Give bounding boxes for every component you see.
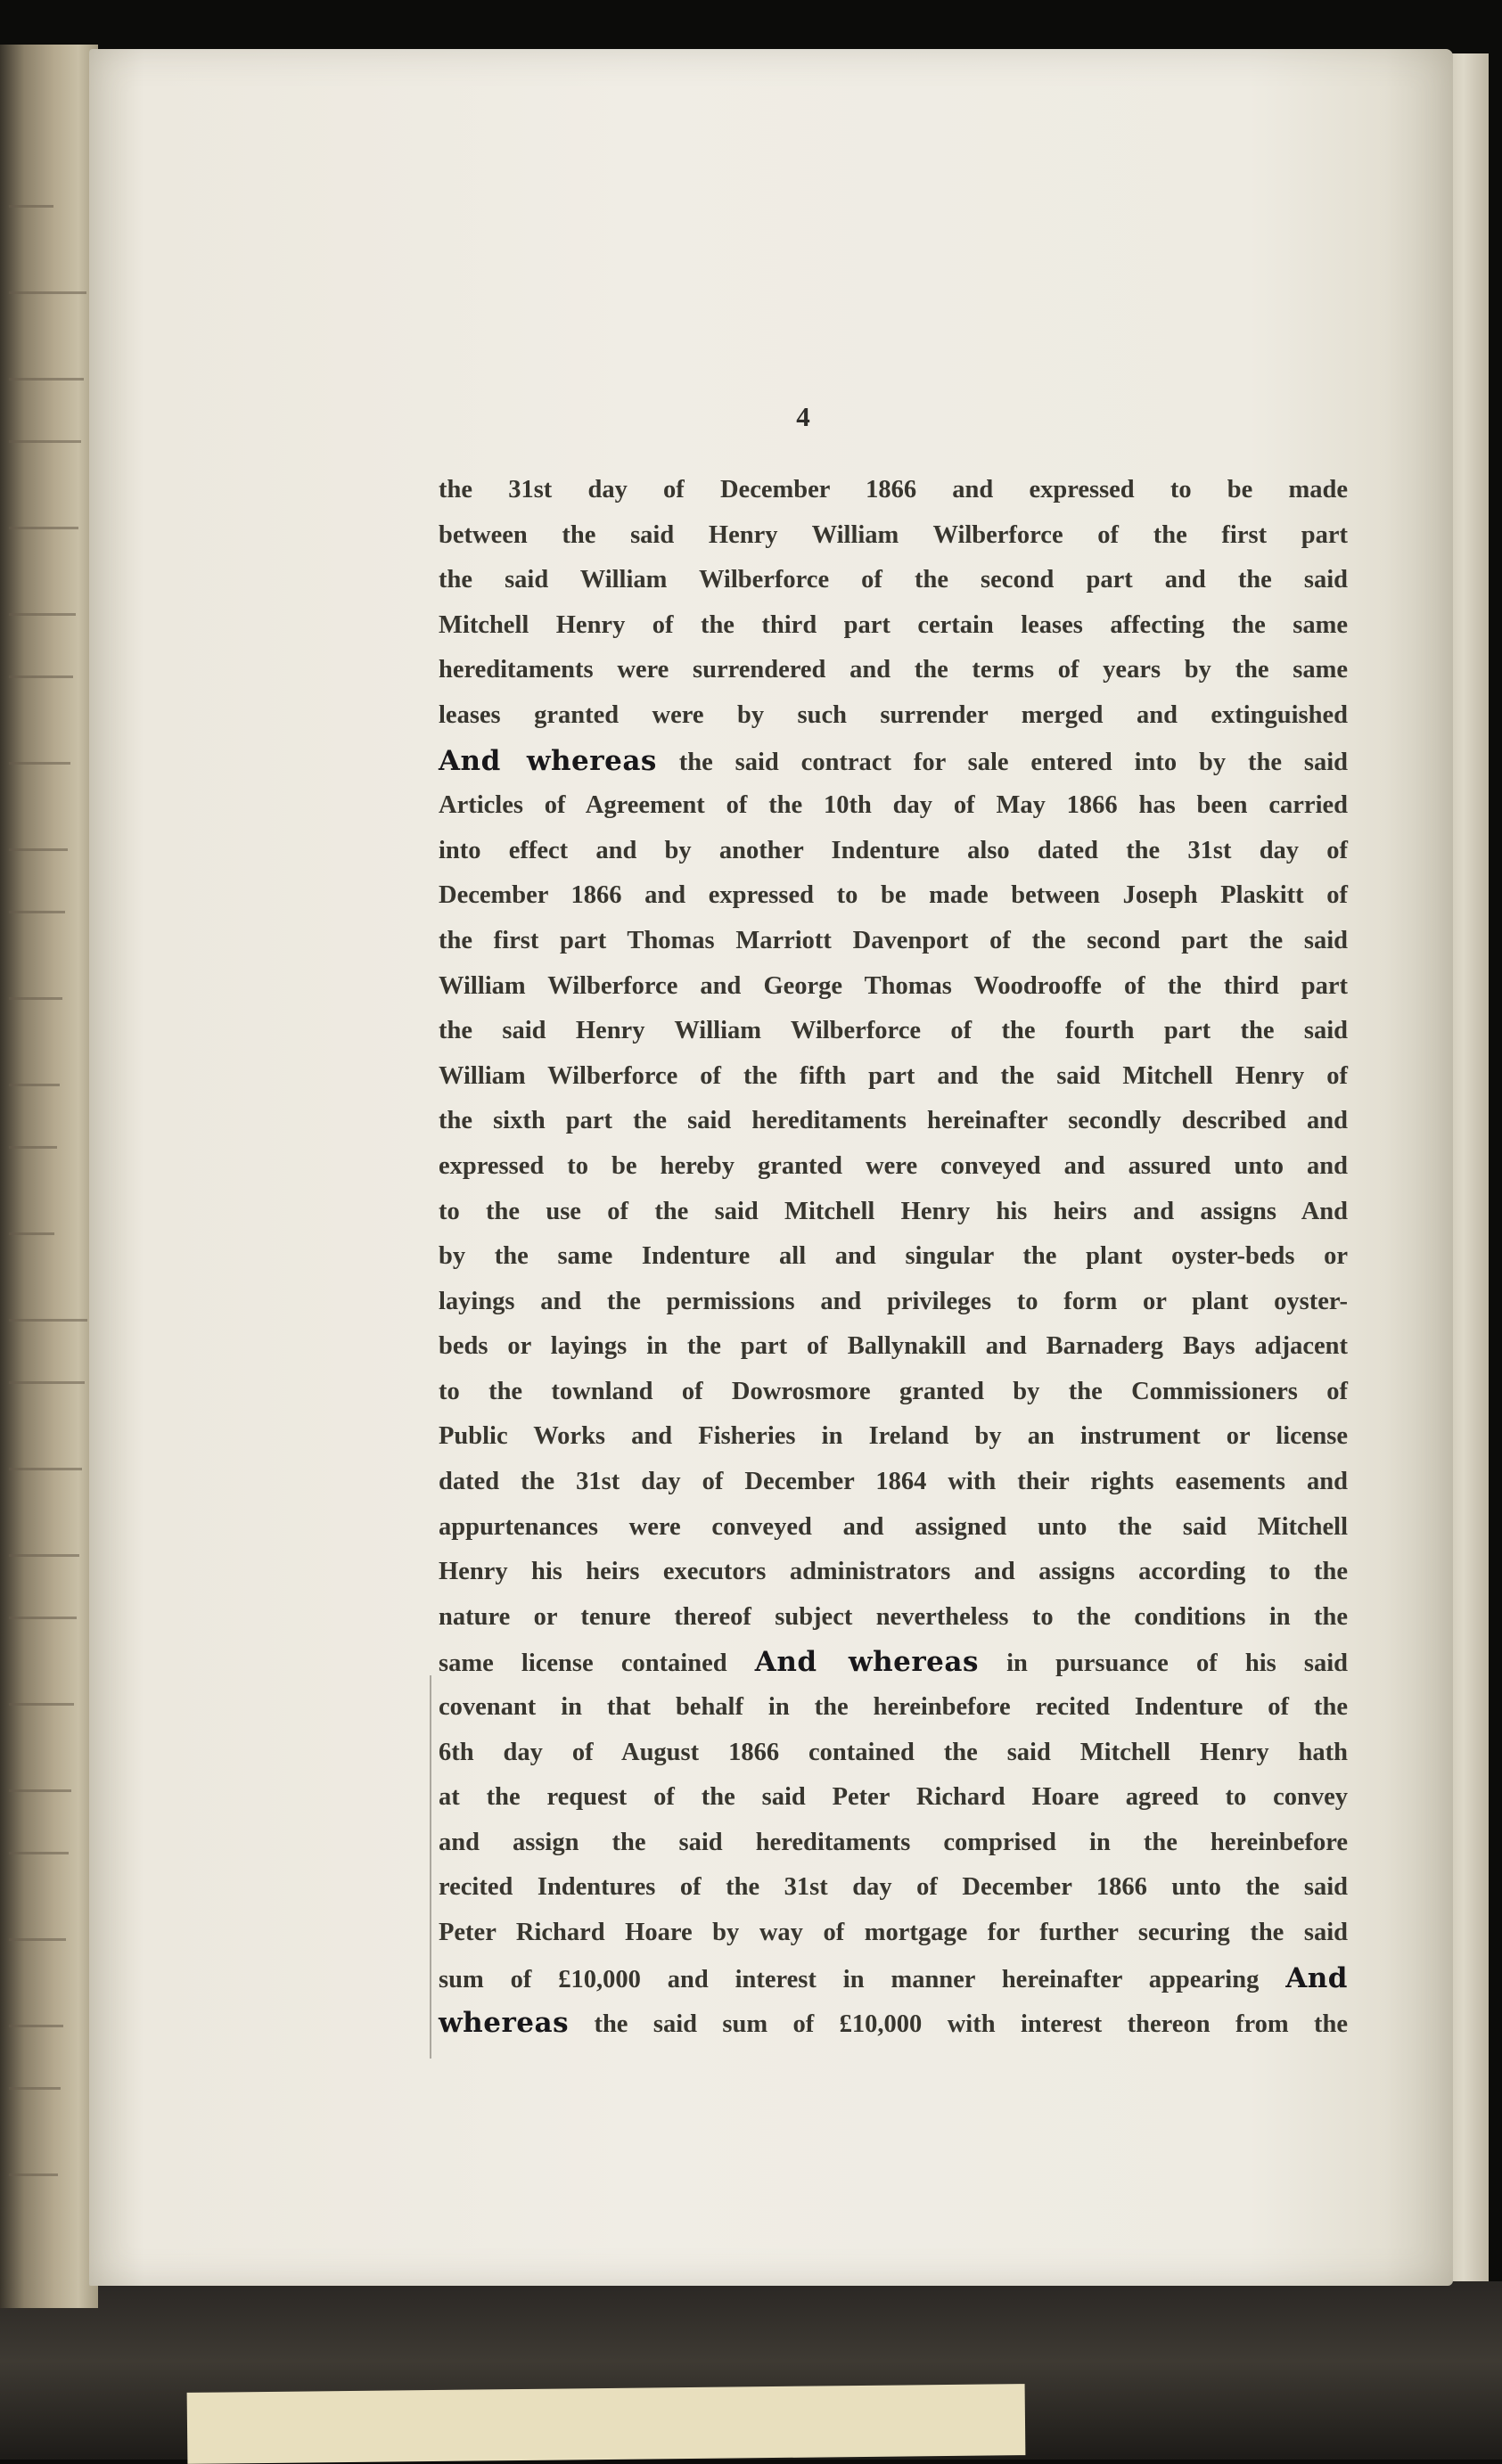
page-stack-line — [9, 675, 73, 678]
text-line — [439, 558, 1348, 603]
text-segment: Articles of Agreement of the 10th day of May 1866 has been carried — [439, 791, 1348, 820]
text-segment: the 31st day of December 1866 and expressed to be made — [439, 476, 1348, 503]
blackletter-phrase: whereas — [439, 2007, 570, 2040]
page-stack-line — [9, 527, 78, 529]
text-segment: nature or tenure thereof subject nevertheless to the conditions in the — [439, 1602, 1348, 1631]
text-line — [439, 1821, 1348, 1866]
page-stack-line — [9, 1468, 82, 1470]
text-segment: sum of £10,000 and interest in manner hereinafter appearing — [439, 1965, 1286, 1993]
page-stack-line — [9, 2173, 58, 2176]
text-line — [439, 693, 1348, 739]
text-segment: into effect and by another Indenture also dated the 31st day of — [439, 836, 1348, 864]
page-stack-line — [9, 911, 65, 913]
page-stack-line — [9, 848, 68, 851]
page-stack-line — [9, 291, 86, 294]
text-line — [439, 1054, 1348, 1100]
text-segment: the said Henry William Wilberforce of the fourth part the said — [439, 1017, 1348, 1045]
text-line — [439, 1234, 1348, 1280]
text-line — [439, 1324, 1348, 1370]
text-segment: dated the 31st day of December 1864 with their rights easements and — [439, 1468, 1348, 1496]
book-background — [0, 2281, 1502, 2460]
page-stack-line — [9, 1617, 77, 1619]
page-stack-line — [9, 1319, 87, 1322]
text-line — [439, 783, 1348, 829]
page-stack-line — [9, 997, 62, 1000]
text-line — [439, 1685, 1348, 1731]
page-stack-line — [9, 762, 70, 765]
text-line — [439, 873, 1348, 919]
text-segment: leases granted were by such surrender merged and extinguished — [439, 700, 1348, 729]
text-line — [439, 1731, 1348, 1776]
page-stack-line — [9, 1146, 57, 1149]
text-line — [439, 1775, 1348, 1821]
text-line — [439, 603, 1348, 649]
text-line — [439, 2001, 1348, 2046]
text-segment: and assign the said hereditaments comprised in the hereinbefore — [439, 1828, 1348, 1856]
text-segment: by the same Indenture all and singular the plant oyster-beds or — [439, 1242, 1348, 1271]
text-line — [439, 964, 1348, 1010]
page-stack-line — [9, 1084, 60, 1086]
text-segment: Peter Richard Hoare by way of mortgage for further securing the said — [439, 1919, 1348, 1946]
text-line — [439, 739, 1348, 784]
text-segment: William Wilberforce and George Thomas Woodrooffe of the third part — [439, 971, 1348, 1000]
text-line — [439, 648, 1348, 693]
text-segment: to the use of the said Mitchell Henry his heirs and assigns And — [439, 1197, 1348, 1225]
text-line — [439, 1865, 1348, 1911]
body-text — [439, 468, 1348, 2046]
text-segment: William Wilberforce of the fifth part and the said Mitchell Henry of — [439, 1061, 1348, 1090]
text-line — [439, 1009, 1348, 1054]
page-stack-line — [9, 1703, 74, 1706]
text-segment: Public Works and Fisheries in Ireland by an instrument or license — [439, 1422, 1348, 1451]
text-line — [439, 829, 1348, 874]
page-stack-line — [9, 440, 81, 443]
margin-pencil-mark — [430, 1675, 431, 2059]
text-line — [439, 1280, 1348, 1325]
text-line — [439, 1370, 1348, 1415]
page-stack-line — [9, 1554, 79, 1557]
text-line — [439, 1595, 1348, 1641]
text-line — [439, 1460, 1348, 1505]
page-number: 4 — [796, 401, 810, 432]
page-stack-line — [9, 378, 84, 381]
blackletter-phrase: And whereas — [754, 1646, 979, 1679]
text-line — [439, 919, 1348, 964]
text-segment: the first part Thomas Marriott Davenport of the second part the said — [439, 926, 1348, 954]
page-stack-line — [9, 2087, 61, 2090]
text-segment: the sixth part the said hereditaments hereinafter secondly described and — [439, 1107, 1348, 1135]
text-segment: layings and the permissions and privileges to form or plant oyster- — [439, 1287, 1348, 1315]
text-line — [439, 1550, 1348, 1595]
page-stack-line — [9, 1938, 66, 1941]
text-segment: to the townland of Dowrosmore granted by the Commissioners of — [439, 1377, 1348, 1405]
text-line — [439, 1190, 1348, 1235]
text-segment: same license contained — [439, 1649, 755, 1678]
blackletter-phrase: And — [1285, 1961, 1348, 1994]
text-line — [439, 1414, 1348, 1460]
text-segment: at the request of the said Peter Richard Hoare agreed to convey — [439, 1783, 1348, 1812]
text-segment: the said sum of £10,000 with interest thereon from the — [569, 2010, 1348, 2039]
text-segment: appurtenances were conveyed and assigned unto the said Mitchell — [439, 1512, 1348, 1541]
text-segment: Henry his heirs executors administrators and assigns according to the — [439, 1558, 1348, 1586]
text-segment: the said contract for sale entered into by the said — [656, 748, 1348, 776]
text-line — [439, 1956, 1348, 2001]
text-line — [439, 1911, 1348, 1956]
page-stack-line — [9, 2025, 63, 2027]
text-line — [439, 1640, 1348, 1685]
text-segment: in pursuance of his said — [978, 1649, 1349, 1678]
text-line — [439, 1144, 1348, 1190]
text-segment: beds or layings in the part of Ballynakill and Barnaderg Bays adjacent — [439, 1332, 1348, 1361]
text-segment: hereditaments were surrendered and the terms of years by the same — [439, 656, 1348, 684]
text-segment: December 1866 and expressed to be made between Joseph Plaskitt of — [439, 881, 1348, 910]
document-page — [89, 49, 1453, 2286]
page-stack-line — [9, 205, 53, 208]
text-segment: the said William Wilberforce of the second part and the said — [439, 566, 1348, 594]
page-stack-line — [9, 1381, 85, 1384]
page-stack-line — [9, 613, 76, 616]
text-line — [439, 468, 1348, 513]
page-stack-line — [9, 1789, 71, 1792]
text-segment: covenant in that behalf in the hereinbefore recited Indenture of the — [439, 1693, 1348, 1722]
text-segment: 6th day of August 1866 contained the said Mitchell Henry hath — [439, 1738, 1348, 1766]
text-segment: recited Indentures of the 31st day of December 1866 unto the said — [439, 1873, 1348, 1902]
text-line — [439, 1099, 1348, 1144]
paper-slip — [187, 2384, 1026, 2464]
text-line — [439, 513, 1348, 559]
text-line — [439, 1505, 1348, 1551]
left-page-stack — [0, 45, 98, 2308]
text-segment: Mitchell Henry of the third part certain leases affecting the same — [439, 610, 1348, 639]
blackletter-phrase: And whereas — [439, 744, 657, 777]
text-segment: expressed to be hereby granted were conveyed and assured unto and — [439, 1151, 1348, 1180]
page-stack-line — [9, 1852, 69, 1854]
page-stack-line — [9, 1232, 54, 1235]
text-segment: between the said Henry William Wilberforce of the first part — [439, 520, 1348, 549]
